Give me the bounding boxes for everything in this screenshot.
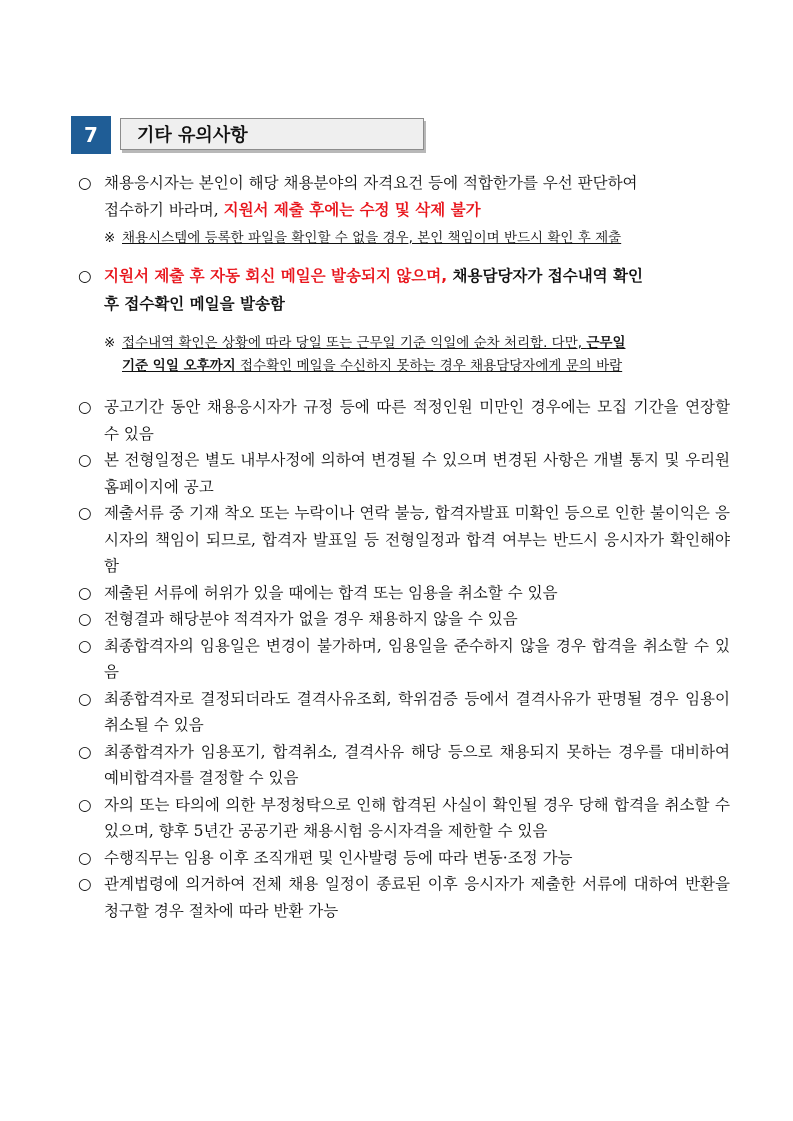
bullet-icon: ○ xyxy=(78,398,92,416)
bullet-icon: ○ xyxy=(78,610,92,628)
bullet-icon: ○ xyxy=(78,875,92,893)
list-item-5 xyxy=(78,500,730,580)
list-item-11 xyxy=(78,792,730,845)
item-6-text: 제출된 서류에 허위가 있을 때에는 합격 또는 임용을 취소할 수 있음 xyxy=(104,583,558,602)
list-item-7 xyxy=(78,606,730,633)
item-7-text: 전형결과 해당분야 적격자가 없을 경우 채용하지 않을 수 있음 xyxy=(104,610,518,628)
item-3-text: 공고기간 동안 채용응시자가 규정 등에 따른 적정인원 미만인 경우에는 모집 기간을 연장할 수 있음 xyxy=(104,398,730,443)
item-1-line2-text: 접수하기 바라며, xyxy=(104,200,224,219)
bullet-icon: ○ xyxy=(78,742,92,761)
list-item-6 xyxy=(78,580,730,607)
section-title: 기타 유의사항 xyxy=(137,125,248,146)
item-10-text: 최종합격자가 임용포기, 합격취소, 결격사유 해당 등으로 채용되지 못하는 경우를 대비하여 예비합격자를 결정할 수 있음 xyxy=(104,742,730,787)
list-item-13 xyxy=(78,871,730,924)
item-1-warning: 지원서 제출 후에는 수정 및 삭제 불가 xyxy=(223,200,481,219)
notice-list xyxy=(78,170,730,924)
item-11-text: 자의 또는 타의에 의한 부정청탁으로 인해 합격된 사실이 확인될 경우 당해 합격을 취소할 수 있으며, 향후 5년간 공공기관 채용시험 응시자격을 제한할 수 있음 xyxy=(104,795,730,840)
bullet-icon: ○ xyxy=(78,636,92,655)
item-5-text: 제출서류 중 기재 착오 또는 누락이나 연락 불능, 합격자발표 미확인 등으로 인한 불이익은 응시자의 책임이 되므로, 합격자 발표일 등 전형일정과 합격 여부는 반드시 응시자가 확인해야 함 xyxy=(104,504,730,575)
section-number-box xyxy=(71,116,111,154)
item-2-note-text1: 접수내역 확인은 상황에 따라 당일 또는 근무일 기준 익일에 순차 처리함. 다만, xyxy=(122,335,587,351)
item-2-note-bold2: 기준 익일 오후까지 xyxy=(122,358,236,374)
item-2-bold-text: 채용담당자가 접수내역 확인 xyxy=(447,267,643,285)
item-12-text: 수행직무는 임용 이후 조직개편 및 인사발령 등에 따라 변동·조정 가능 xyxy=(104,848,573,867)
bullet-icon: ○ xyxy=(78,848,92,867)
bullet-icon: ○ xyxy=(78,504,92,522)
item-1-line1: 채용응시자는 본인이 해당 채용분야의 자격요건 등에 적합한가를 우선 판단하여 xyxy=(104,174,638,192)
item-2-note-text2: 접수확인 메일을 수신하지 못하는 경우 채용담당자에게 문의 바람 xyxy=(235,358,623,374)
bullet-icon: ○ xyxy=(78,583,92,602)
list-item-1 xyxy=(78,170,730,250)
list-item-3 xyxy=(78,394,730,447)
item-1-note-text: 채용시스템에 등록한 파일을 확인할 수 없을 경우, 본인 책임이며 반드시 확인 후 제출 xyxy=(122,230,622,246)
item-2-note-bold1: 근무일 xyxy=(586,335,626,351)
note-mark-icon: ※ xyxy=(104,335,116,351)
list-item-4 xyxy=(78,447,730,500)
note-mark-icon: ※ xyxy=(104,230,116,246)
bullet-icon: ○ xyxy=(78,451,92,469)
list-item-9 xyxy=(78,686,730,739)
bullet-icon: ○ xyxy=(78,795,92,814)
list-item-2 xyxy=(78,262,730,378)
item-2-note xyxy=(78,332,730,378)
bullet-icon: ○ xyxy=(78,174,92,192)
item-4-text: 본 전형일정은 별도 내부사정에 의하여 변경될 수 있으며 변경된 사항은 개별 통지 및 우리원 홈페이지에 공고 xyxy=(104,451,730,496)
item-1-note xyxy=(78,227,730,250)
item-13-text: 관계법령에 의거하여 전체 채용 일정이 종료된 이후 응시자가 제출한 서류에 대하여 반환을 청구할 경우 절차에 따라 반환 가능 xyxy=(104,875,730,920)
section-number: 7 xyxy=(84,123,98,147)
list-item-10 xyxy=(78,739,730,792)
bullet-icon: ○ xyxy=(78,689,92,708)
list-item-12 xyxy=(78,845,730,872)
item-9-text: 최종합격자로 결정되더라도 결격사유조회, 학위검증 등에서 결격사유가 판명될 경우 임용이 취소될 수 있음 xyxy=(104,689,730,734)
bullet-icon: ○ xyxy=(78,267,92,285)
item-2-warning: 지원서 제출 후 자동 회신 메일은 발송되지 않으며, xyxy=(104,267,448,285)
section-title-box xyxy=(120,118,424,150)
item-2-bold-line2: 후 접수확인 메일을 발송함 xyxy=(104,295,285,313)
item-8-text: 최종합격자의 임용일은 변경이 불가하며, 임용일을 준수하지 않을 경우 합격을 취소할 수 있음 xyxy=(104,636,730,681)
list-item-8 xyxy=(78,633,730,686)
